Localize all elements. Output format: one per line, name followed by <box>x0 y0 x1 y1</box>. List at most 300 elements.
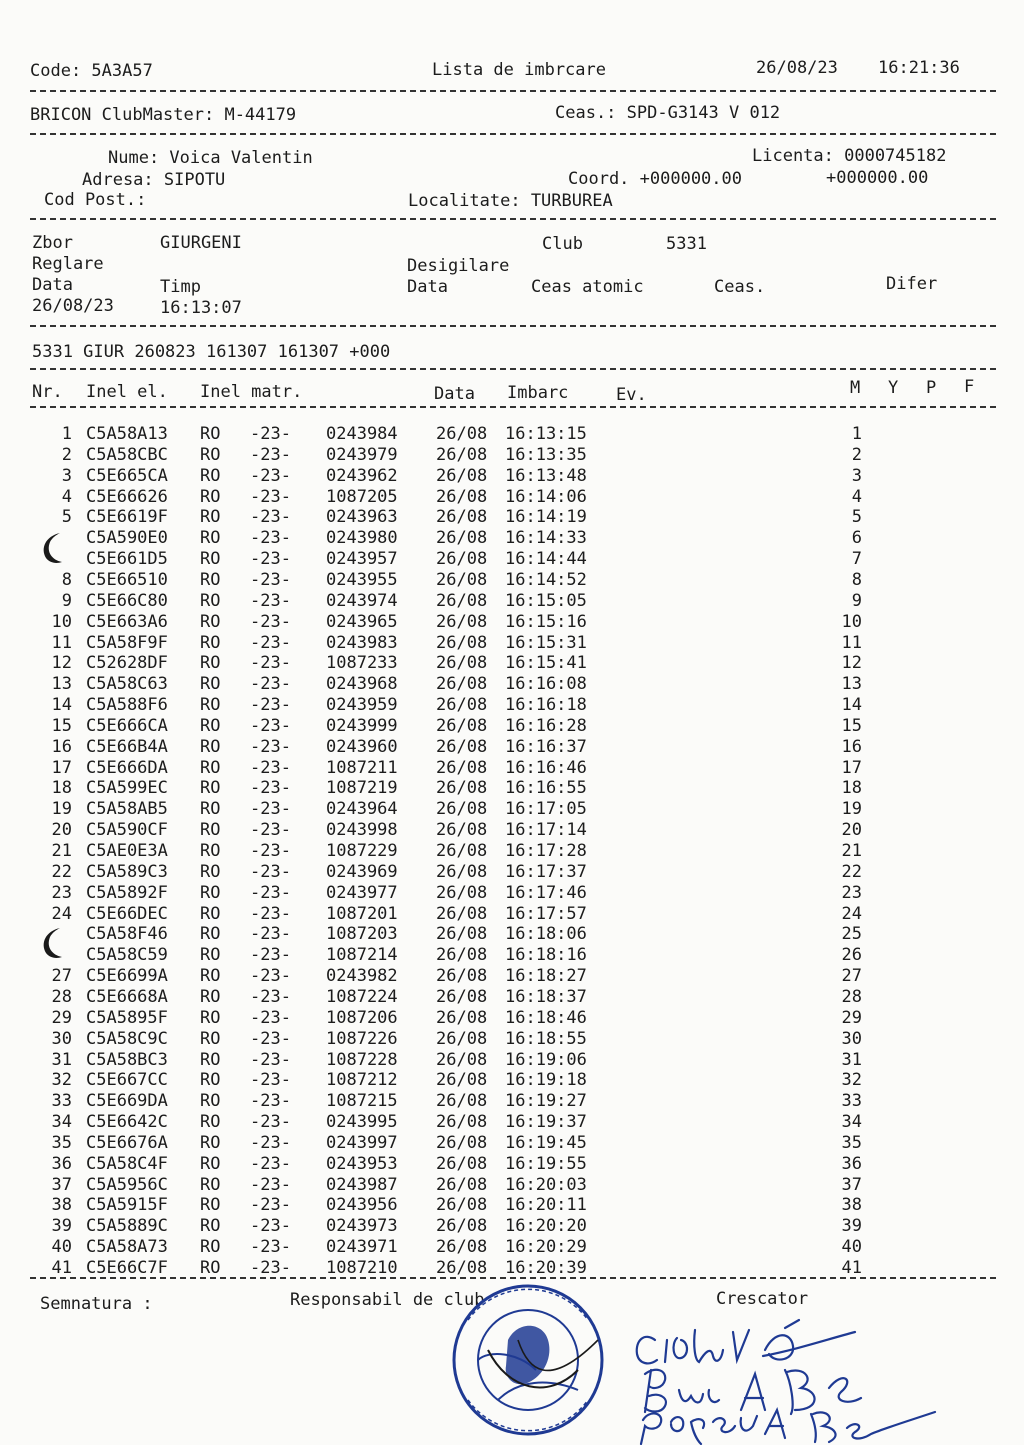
ring-year: -23- <box>250 1028 291 1049</box>
country-code: RO <box>200 924 221 945</box>
arrival-time: 16:19:06 <box>505 1049 587 1070</box>
timp-label: Timp <box>160 277 201 297</box>
country-code: RO <box>200 820 221 841</box>
position-m: 37 <box>841 1174 862 1195</box>
arrival-date: 26/08 <box>436 1007 488 1028</box>
table-row <box>0 1008 1024 1029</box>
electronic-ring: C5A590E0 <box>86 528 168 549</box>
row-nr: 5 <box>61 507 72 528</box>
ring-number: 1087206 <box>326 1007 398 1028</box>
ring-number: 0243999 <box>326 715 398 736</box>
table-row <box>0 862 1024 883</box>
handwritten-signatures <box>615 1310 955 1445</box>
arrival-date: 26/08 <box>436 945 488 966</box>
row-nr: 29 <box>51 1007 72 1028</box>
arrival-date: 26/08 <box>436 528 488 549</box>
ring-number: 0243969 <box>326 861 398 882</box>
electronic-ring: C5A58F46 <box>86 924 168 945</box>
table-row <box>0 1195 1024 1216</box>
row-nr: 27 <box>51 966 72 987</box>
table-row <box>0 841 1024 862</box>
row-nr: 18 <box>51 778 72 799</box>
signature-label: Semnatura : <box>40 1294 153 1314</box>
country-code: RO <box>200 695 221 716</box>
arrival-time: 16:13:35 <box>505 444 587 465</box>
country-code: RO <box>200 486 221 507</box>
arrival-date: 26/08 <box>436 903 488 924</box>
arrival-date: 26/08 <box>436 882 488 903</box>
position-m: 23 <box>841 882 862 903</box>
arrival-time: 16:16:08 <box>505 674 587 695</box>
row-nr: 39 <box>51 1216 72 1237</box>
position-m: 10 <box>841 611 862 632</box>
ring-year: -23- <box>250 611 291 632</box>
arrival-time: 16:14:33 <box>505 528 587 549</box>
row-nr: 32 <box>51 1070 72 1091</box>
row-nr: 22 <box>51 861 72 882</box>
row-nr: 3 <box>61 465 72 486</box>
electronic-ring: C5AE0E3A <box>86 841 168 861</box>
flight-label: Zbor <box>32 233 73 253</box>
position-m: 24 <box>841 903 862 924</box>
ring-year: -23- <box>250 903 291 924</box>
position-m: 26 <box>841 945 862 966</box>
arrival-date: 26/08 <box>436 1049 488 1070</box>
table-row <box>0 924 1024 945</box>
ring-number: 0243959 <box>326 695 398 716</box>
arrival-date: 26/08 <box>436 715 488 736</box>
sync-code-line: 5331 GIUR 260823 161307 161307 +000 <box>32 342 391 362</box>
row-nr: 23 <box>51 882 72 903</box>
table-row <box>0 1237 1024 1258</box>
electronic-ring: C5A5892F <box>86 882 168 903</box>
country-code: RO <box>200 778 221 799</box>
electronic-ring: C5E6668A <box>86 986 168 1007</box>
arrival-time: 16:14:44 <box>505 549 587 570</box>
country-code: RO <box>200 507 221 528</box>
table-row <box>0 945 1024 966</box>
arrival-time: 16:18:16 <box>505 945 587 966</box>
col-ev: Ev. <box>616 385 647 405</box>
arrival-date: 26/08 <box>436 986 488 1007</box>
table-row <box>0 424 1024 445</box>
clip-mark-icon <box>38 530 64 566</box>
row-nr: 24 <box>51 903 72 924</box>
ring-year: -23- <box>250 528 291 549</box>
ring-year: -23- <box>250 1153 291 1174</box>
table-row <box>0 820 1024 841</box>
ring-number: 1087203 <box>326 924 398 945</box>
table-row <box>0 487 1024 508</box>
country-code: RO <box>200 1132 221 1153</box>
electronic-ring: C5E663A6 <box>86 611 168 632</box>
arrival-date: 26/08 <box>436 424 488 444</box>
electronic-ring: C5A58F9F <box>86 632 168 653</box>
arrival-date: 26/08 <box>436 611 488 632</box>
country-code: RO <box>200 715 221 736</box>
row-nr: 20 <box>51 820 72 841</box>
arrival-time: 16:16:46 <box>505 757 587 778</box>
position-m: 27 <box>841 966 862 987</box>
col-data: Data <box>434 384 475 404</box>
country-code: RO <box>200 861 221 882</box>
position-m: 34 <box>841 1112 862 1133</box>
table-row <box>0 612 1024 633</box>
country-code: RO <box>200 1007 221 1028</box>
country-code: RO <box>200 424 221 444</box>
arrival-date: 26/08 <box>436 966 488 987</box>
position-m: 35 <box>841 1132 862 1153</box>
divider <box>30 90 996 92</box>
country-code: RO <box>200 444 221 465</box>
position-m: 33 <box>841 1091 862 1112</box>
table-row <box>0 466 1024 487</box>
ring-number: 1087226 <box>326 1028 398 1049</box>
arrival-time: 16:17:57 <box>505 903 587 924</box>
electronic-ring: C5E661D5 <box>86 549 168 570</box>
club-number: 5331 <box>666 234 707 254</box>
reglare-time: 16:13:07 <box>160 298 242 318</box>
table-row <box>0 695 1024 716</box>
electronic-ring: C5A5895F <box>86 1007 168 1028</box>
position-m: 16 <box>841 736 862 757</box>
row-nr: 2 <box>61 444 72 465</box>
arrival-date: 26/08 <box>436 590 488 611</box>
ring-number: 0243997 <box>326 1132 398 1153</box>
arrival-time: 16:17:05 <box>505 799 587 820</box>
position-m: 8 <box>851 569 862 590</box>
country-code: RO <box>200 611 221 632</box>
country-code: RO <box>200 1216 221 1237</box>
ring-number: 1087201 <box>326 903 398 924</box>
row-nr: 37 <box>51 1174 72 1195</box>
position-m: 1 <box>851 424 862 444</box>
arrival-time: 16:19:18 <box>505 1070 587 1091</box>
row-nr: 1 <box>61 424 72 444</box>
clubmaster-id: BRICON ClubMaster: M-44179 <box>30 105 297 125</box>
row-nr: 31 <box>51 1049 72 1070</box>
ring-year: -23- <box>250 841 291 861</box>
ring-year: -23- <box>250 1112 291 1133</box>
desigilare-label: Desigilare <box>407 256 510 276</box>
country-code: RO <box>200 1091 221 1112</box>
clip-mark-icon <box>38 925 64 961</box>
arrival-time: 16:13:15 <box>505 424 587 444</box>
arrival-time: 16:18:37 <box>505 986 587 1007</box>
ring-year: -23- <box>250 882 291 903</box>
position-m: 12 <box>841 653 862 674</box>
electronic-ring: C5E6619F <box>86 507 168 528</box>
position-m: 11 <box>841 632 862 653</box>
arrival-time: 16:15:31 <box>505 632 587 653</box>
ring-year: -23- <box>250 486 291 507</box>
arrival-date: 26/08 <box>436 1070 488 1091</box>
ring-number: 0243995 <box>326 1112 398 1133</box>
table-row <box>0 758 1024 779</box>
electronic-ring: C5E66DEC <box>86 903 168 924</box>
arrival-date: 26/08 <box>436 1132 488 1153</box>
ring-year: -23- <box>250 1195 291 1216</box>
ring-year: -23- <box>250 715 291 736</box>
ring-number: 0243965 <box>326 611 398 632</box>
electronic-ring: C5E666CA <box>86 715 168 736</box>
arrival-date: 26/08 <box>436 778 488 799</box>
electronic-ring: C5E66B4A <box>86 736 168 757</box>
arrival-time: 16:14:52 <box>505 569 587 590</box>
country-code: RO <box>200 1070 221 1091</box>
table-row <box>0 1091 1024 1112</box>
col-m: M <box>850 378 861 398</box>
ring-number: 0243957 <box>326 549 398 570</box>
license-number: Licenta: 0000745182 <box>752 146 947 166</box>
ring-year: -23- <box>250 590 291 611</box>
electronic-ring: C5A5956C <box>86 1174 168 1195</box>
reglare-date: 26/08/23 <box>32 296 114 316</box>
arrival-time: 16:14:06 <box>505 486 587 507</box>
ring-year: -23- <box>250 569 291 590</box>
row-nr: 21 <box>51 841 72 861</box>
country-code: RO <box>200 945 221 966</box>
ring-number: 0243987 <box>326 1174 398 1195</box>
country-code: RO <box>200 757 221 778</box>
arrival-date: 26/08 <box>436 1028 488 1049</box>
arrival-date: 26/08 <box>436 861 488 882</box>
row-nr: 13 <box>51 674 72 695</box>
ring-year: -23- <box>250 507 291 528</box>
country-code: RO <box>200 841 221 861</box>
table-row <box>0 674 1024 695</box>
position-m: 17 <box>841 757 862 778</box>
country-code: RO <box>200 799 221 820</box>
owner-address: Adresa: SIPOTU <box>82 170 226 190</box>
ring-year: -23- <box>250 674 291 695</box>
arrival-date: 26/08 <box>436 549 488 570</box>
table-row <box>0 1050 1024 1071</box>
breeder-label: Crescator <box>716 1289 809 1309</box>
table-row <box>0 653 1024 674</box>
ring-year: -23- <box>250 653 291 674</box>
ring-year: -23- <box>250 924 291 945</box>
clock-label: Ceas. <box>714 277 766 297</box>
table-row <box>0 1258 1024 1279</box>
ring-number: 0243962 <box>326 465 398 486</box>
divider <box>30 1277 996 1279</box>
arrival-date: 26/08 <box>436 1216 488 1237</box>
row-nr: 40 <box>51 1237 72 1258</box>
desigilare-data-label: Data <box>407 277 448 297</box>
ring-year: -23- <box>250 799 291 820</box>
divider <box>30 133 996 135</box>
table-row <box>0 1154 1024 1175</box>
arrival-time: 16:20:29 <box>505 1237 587 1258</box>
arrival-time: 16:16:37 <box>505 736 587 757</box>
ring-year: -23- <box>250 861 291 882</box>
row-nr: 14 <box>51 695 72 716</box>
position-m: 14 <box>841 695 862 716</box>
table-row <box>0 549 1024 570</box>
arrival-date: 26/08 <box>436 924 488 945</box>
ring-number: 0243983 <box>326 632 398 653</box>
ring-number: 0243956 <box>326 1195 398 1216</box>
arrival-date: 26/08 <box>436 820 488 841</box>
arrival-time: 16:13:48 <box>505 465 587 486</box>
ring-number: 0243973 <box>326 1216 398 1237</box>
ring-number: 0243998 <box>326 820 398 841</box>
country-code: RO <box>200 966 221 987</box>
row-nr: 9 <box>61 590 72 611</box>
arrival-date: 26/08 <box>436 1258 488 1278</box>
arrival-time: 16:16:55 <box>505 778 587 799</box>
ring-year: -23- <box>250 1237 291 1258</box>
ring-number: 1087219 <box>326 778 398 799</box>
arrival-time: 16:17:37 <box>505 861 587 882</box>
arrival-date: 26/08 <box>436 674 488 695</box>
ring-number: 1087214 <box>326 945 398 966</box>
arrival-time: 16:20:11 <box>505 1195 587 1216</box>
table-row <box>0 799 1024 820</box>
arrival-time: 16:17:46 <box>505 882 587 903</box>
arrival-time: 16:20:03 <box>505 1174 587 1195</box>
ring-year: -23- <box>250 695 291 716</box>
electronic-ring: C5A58C9C <box>86 1028 168 1049</box>
ring-number: 0243964 <box>326 799 398 820</box>
ring-year: -23- <box>250 1049 291 1070</box>
owner-name: Nume: Voica Valentin <box>108 148 313 168</box>
arrival-time: 16:15:05 <box>505 590 587 611</box>
header-time: 16:21:36 <box>878 58 960 78</box>
ring-year: -23- <box>250 966 291 987</box>
position-m: 22 <box>841 861 862 882</box>
position-m: 28 <box>841 986 862 1007</box>
electronic-ring: C5A58BC3 <box>86 1049 168 1070</box>
ring-number: 1087224 <box>326 986 398 1007</box>
country-code: RO <box>200 549 221 570</box>
flight-name: GIURGENI <box>160 233 242 253</box>
country-code: RO <box>200 1174 221 1195</box>
arrival-time: 16:18:46 <box>505 1007 587 1028</box>
ring-year: -23- <box>250 820 291 841</box>
ring-number: 0243982 <box>326 966 398 987</box>
position-m: 4 <box>851 486 862 507</box>
difference-label: Difer <box>886 274 938 294</box>
arrival-date: 26/08 <box>436 486 488 507</box>
position-m: 13 <box>841 674 862 695</box>
position-m: 30 <box>841 1028 862 1049</box>
country-code: RO <box>200 1028 221 1049</box>
locality: Localitate: TURBUREA <box>408 191 613 211</box>
table-row <box>0 737 1024 758</box>
coordinates-2: +000000.00 <box>826 168 929 188</box>
ring-number: 1087229 <box>326 841 398 861</box>
position-m: 32 <box>841 1070 862 1091</box>
table-row <box>0 633 1024 654</box>
ring-year: -23- <box>250 778 291 799</box>
arrival-time: 16:20:39 <box>505 1258 587 1278</box>
ring-number: 0243977 <box>326 882 398 903</box>
ring-year: -23- <box>250 1007 291 1028</box>
country-code: RO <box>200 590 221 611</box>
arrival-date: 26/08 <box>436 841 488 861</box>
ring-number: 0243955 <box>326 569 398 590</box>
country-code: RO <box>200 903 221 924</box>
position-m: 3 <box>851 465 862 486</box>
arrival-time: 16:19:27 <box>505 1091 587 1112</box>
position-m: 15 <box>841 715 862 736</box>
row-nr: 28 <box>51 986 72 1007</box>
table-row <box>0 987 1024 1008</box>
table-row <box>0 507 1024 528</box>
country-code: RO <box>200 653 221 674</box>
arrival-date: 26/08 <box>436 1112 488 1133</box>
arrival-time: 16:18:55 <box>505 1028 587 1049</box>
row-nr: 36 <box>51 1153 72 1174</box>
electronic-ring: C5A589C3 <box>86 861 168 882</box>
row-nr: 4 <box>61 486 72 507</box>
reglare-label: Reglare <box>32 254 104 274</box>
arrival-time: 16:14:19 <box>505 507 587 528</box>
arrival-date: 26/08 <box>436 569 488 590</box>
country-code: RO <box>200 465 221 486</box>
position-m: 18 <box>841 778 862 799</box>
ring-number: 0243968 <box>326 674 398 695</box>
country-code: RO <box>200 1112 221 1133</box>
arrival-time: 16:20:20 <box>505 1216 587 1237</box>
table-row <box>0 966 1024 987</box>
ring-year: -23- <box>250 632 291 653</box>
club-stamp-seal <box>448 1280 608 1440</box>
ring-number: 1087233 <box>326 653 398 674</box>
table-row <box>0 716 1024 737</box>
table-row <box>0 1133 1024 1154</box>
electronic-ring: C5A5915F <box>86 1195 168 1216</box>
row-nr: 34 <box>51 1112 72 1133</box>
arrival-date: 26/08 <box>436 653 488 674</box>
row-nr: 10 <box>51 611 72 632</box>
code-label: Code: 5A3A57 <box>30 61 153 81</box>
ring-year: -23- <box>250 1174 291 1195</box>
data-label: Data <box>32 275 73 295</box>
ring-number: 0243979 <box>326 444 398 465</box>
electronic-ring: C5E6699A <box>86 966 168 987</box>
arrival-time: 16:16:18 <box>505 695 587 716</box>
position-m: 7 <box>851 549 862 570</box>
col-p: P <box>926 378 937 398</box>
position-m: 20 <box>841 820 862 841</box>
ring-number: 1087228 <box>326 1049 398 1070</box>
country-code: RO <box>200 736 221 757</box>
ring-year: -23- <box>250 945 291 966</box>
table-row <box>0 778 1024 799</box>
row-nr: 8 <box>61 569 72 590</box>
row-nr: 16 <box>51 736 72 757</box>
row-nr: 38 <box>51 1195 72 1216</box>
arrival-date: 26/08 <box>436 465 488 486</box>
position-m: 21 <box>841 841 862 861</box>
electronic-ring: C5A588F6 <box>86 695 168 716</box>
arrival-time: 16:17:28 <box>505 841 587 861</box>
electronic-ring: C5E667CC <box>86 1070 168 1091</box>
country-code: RO <box>200 1153 221 1174</box>
table-row <box>0 1070 1024 1091</box>
arrival-time: 16:19:45 <box>505 1132 587 1153</box>
table-row <box>0 1029 1024 1050</box>
electronic-ring: C5A5889C <box>86 1216 168 1237</box>
electronic-ring: C5E66C7F <box>86 1258 168 1278</box>
arrival-date: 26/08 <box>436 736 488 757</box>
arrival-date: 26/08 <box>436 757 488 778</box>
arrival-date: 26/08 <box>436 1195 488 1216</box>
ring-year: -23- <box>250 1216 291 1237</box>
